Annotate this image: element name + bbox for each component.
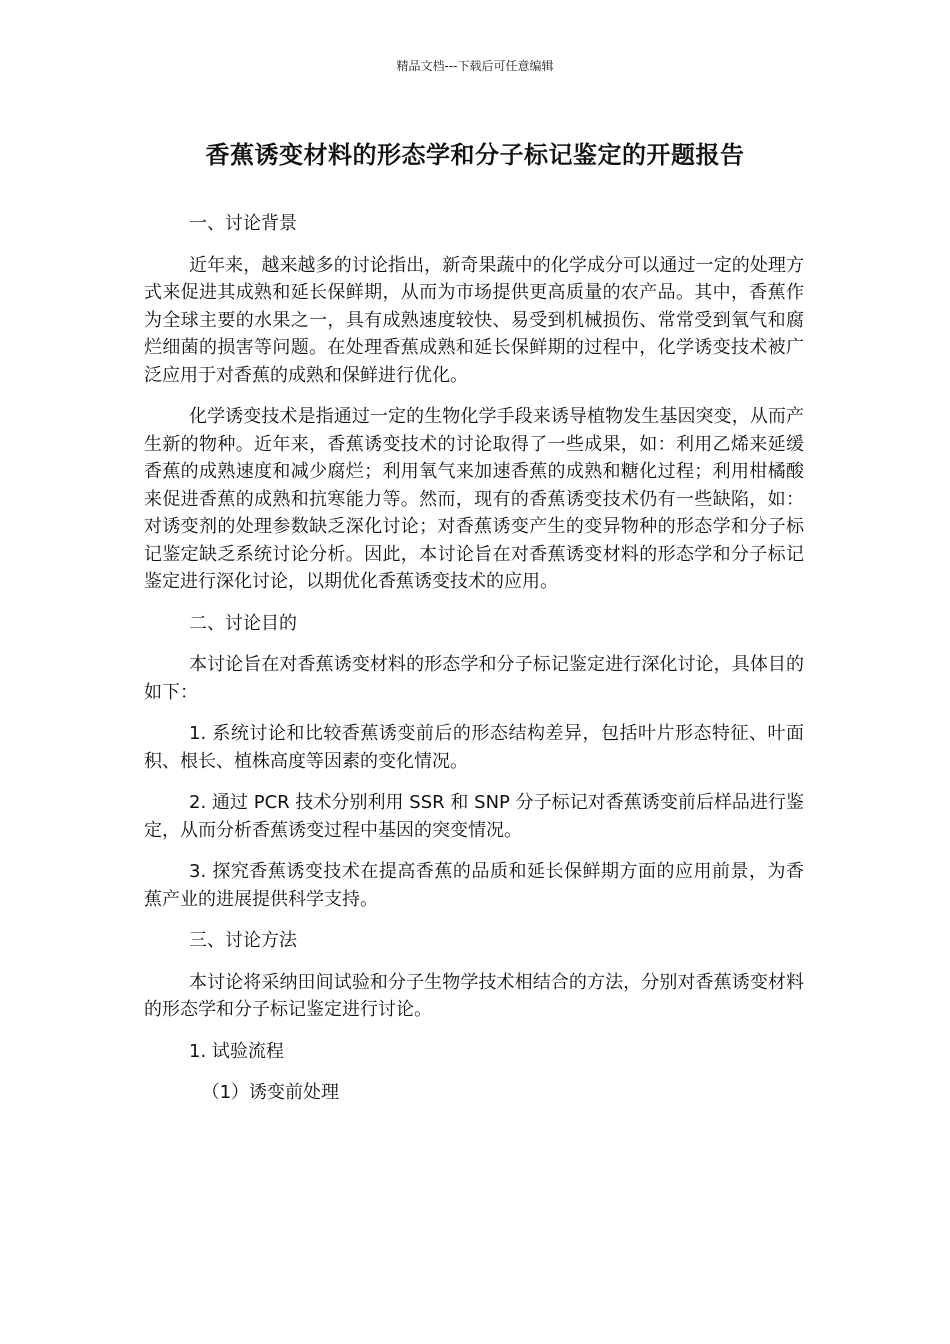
list-subitem-methods-1-1: （1）诱变前处理 [201, 1082, 340, 1103]
list-item-purpose-2: 2. 通过 PCR 技术分别利用 SSR 和 SNP 分子标记对香蕉诱变前后样品进行鉴定，从而分析香蕉诱变过程中基因的突变情况。 [144, 792, 804, 841]
paragraph-background-2: 化学诱变技术是指通过一定的生物化学手段来诱导植物发生基因突变，从而产生新的物种。近年来，香蕉诱变技术的讨论取得了一些成果，如：利用乙烯来延缓香蕉的成熟速度和减少腐烂；利用氧气来加速香蕉的成熟和糖化过程；利用柑橘酸来促进香蕉的成熟和抗寒能力等。然而，现有的香蕉诱变技术仍有一些缺陷，如：对诱变剂的处理参数缺乏深化讨论；对香蕉诱变产生的变异物种的形态学和分子标记鉴定缺乏系统讨论分析。因此，本讨论旨在对香蕉诱变材料的形态学和分子标记鉴定进行深化讨论，以期优化香蕉诱变技术的应用。 [144, 406, 804, 592]
list-item-purpose-1: 1. 系统讨论和比较香蕉诱变前后的形态结构差异，包括叶片形态特征、叶面积、根长、植株高度等因素的变化情况。 [144, 723, 804, 772]
document-title: 香蕉诱变材料的形态学和分子标记鉴定的开题报告 [205, 141, 745, 169]
document-body [144, 210, 804, 1121]
list-item-purpose-3: 3. 探究香蕉诱变技术在提高香蕉的品质和延长保鲜期方面的应用前景，为香蕉产业的进展提供科学支持。 [144, 861, 804, 910]
section-heading-purpose: 二、讨论目的 [189, 612, 297, 634]
section-heading-methods: 三、讨论方法 [189, 930, 297, 951]
section-heading-background: 一、讨论背景 [189, 213, 297, 234]
list-item-methods-1: 1. 试验流程 [189, 1040, 284, 1062]
paragraph-methods-intro: 本讨论将采纳田间试验和分子生物学技术相结合的方法，分别对香蕉诱变材料的形态学和分子标记鉴定进行讨论。 [144, 971, 804, 1020]
page-header-note: 精品文档---下载后可任意编辑 [396, 59, 554, 73]
paragraph-background-1: 近年来，越来越多的讨论指出，新奇果蔬中的化学成分可以通过一定的处理方式来促进其成熟和延长保鲜期，从而为市场提供更高质量的农产品。其中，香蕉作为全球主要的水果之一，具有成熟速度较快、易受到机械损伤、常常受到氧气和腐烂细菌的损害等问题。在处理香蕉成熟和延长保鲜期的过程中，化学诱变技术被广泛应用于对香蕉的成熟和保鲜进行优化。 [144, 254, 804, 386]
paragraph-purpose-intro: 本讨论旨在对香蕉诱变材料的形态学和分子标记鉴定进行深化讨论，具体目的如下： [144, 654, 804, 703]
